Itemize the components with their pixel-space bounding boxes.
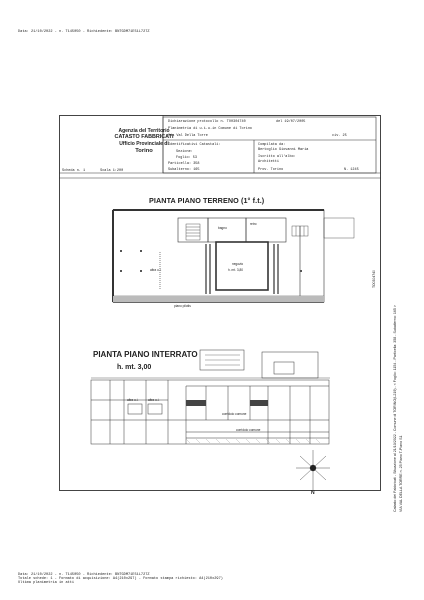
ufficio-city: Torino bbox=[135, 147, 153, 154]
footer-block bbox=[18, 573, 223, 585]
ufficio-label: Ufficio Provinciale di bbox=[119, 140, 169, 147]
room-retro: retro bbox=[250, 222, 257, 226]
compilatore-name: Bertoglio Giovanni Maria bbox=[258, 148, 309, 152]
footer-line-2: Totale schede: 1 - Formato di acquisizione: A4(210x297) - Formato stampa richiesto: A4(210x297) bbox=[18, 577, 223, 581]
ground-floor-plan bbox=[113, 210, 354, 302]
side-stamp-line-2: VIA VAL DELLA TORRE n. 25 Piano T-Piano S1 bbox=[399, 435, 403, 512]
room-basement-altra-2: altra u.i. bbox=[148, 398, 160, 402]
room-negozio-height: h. mt. 3,80 bbox=[228, 268, 244, 272]
compass-north-label: N bbox=[311, 490, 315, 496]
planimetria-text: Planimetria di u.i.u.in Comune di Torino bbox=[168, 127, 253, 131]
side-stamp-line-1: Catasto dei Fabbricati - Situazione al 21/10/2022 - Comune di TORINO(L219) - < Foglio: 1154 - Particella: 358 - Subalterno: 165 > bbox=[393, 305, 397, 512]
subalterno-field: Subalterno: 165 bbox=[168, 168, 200, 172]
dichiarazione-text: Dichiarazione protocollo n. TO0304740 bbox=[168, 120, 246, 124]
header-stamp: Data: 21/10/2022 - n. T145050 - Richiedente: BNTGDM71E51L727Z bbox=[18, 30, 150, 34]
compass-rose bbox=[296, 450, 330, 490]
dichiarazione-date: del 19/07/2005 bbox=[276, 120, 306, 124]
catasto-title: CATASTO FABBRICATI bbox=[114, 134, 174, 140]
scheda-label: Scheda n. 1 bbox=[62, 169, 86, 173]
ground-floor-title: PIANTA PIANO TERRENO (1° f.t.) bbox=[149, 196, 265, 205]
compilata-label: Compilata da: bbox=[258, 143, 286, 147]
particella-field: Particella: 358 bbox=[168, 162, 200, 166]
albo-value: Architetti bbox=[258, 160, 280, 164]
civic-number: civ. 25 bbox=[332, 134, 347, 138]
foglio-field: Foglio: 53 bbox=[176, 156, 198, 160]
room-altra: altra u.i. bbox=[150, 268, 162, 272]
identificativi-label: Identificativi Catastali: bbox=[168, 143, 221, 147]
room-basement-altra-1: altra u.i. bbox=[127, 398, 139, 402]
province-value: Prov. Torino bbox=[258, 168, 284, 172]
registration-number: N. 1245 bbox=[344, 168, 359, 172]
room-bagno: bagno bbox=[218, 226, 227, 230]
basement-height: h. mt. 3,00 bbox=[117, 364, 152, 371]
room-negozio: negozio bbox=[232, 262, 244, 266]
address-text: Via Val Della Torre bbox=[168, 134, 208, 138]
footer-line-1: Data: 21/10/2022 - n. T145050 - Richiedente: BNTGDM71E51L727Z bbox=[18, 573, 150, 577]
footer-line-3: Ultima planimetria in atti bbox=[18, 581, 75, 585]
scale-label: Scala 1:200 bbox=[100, 169, 124, 173]
iscritto-label: Iscritto all'albo: bbox=[258, 155, 296, 159]
basement-title: PIANTA PIANO INTERRATO bbox=[93, 350, 198, 359]
protocol-number-vertical: TO0304740 bbox=[372, 270, 376, 288]
sezione-field: Sezione: bbox=[176, 150, 193, 154]
room-basement-corridor-1: corridoio comune bbox=[222, 412, 247, 416]
room-pilotis: piano pilotis bbox=[174, 304, 191, 308]
metadata-box-outline bbox=[163, 117, 376, 173]
room-basement-corridor-2: corridoio comune bbox=[236, 428, 261, 432]
agency-name: Agenzia del Territorio bbox=[118, 128, 170, 134]
